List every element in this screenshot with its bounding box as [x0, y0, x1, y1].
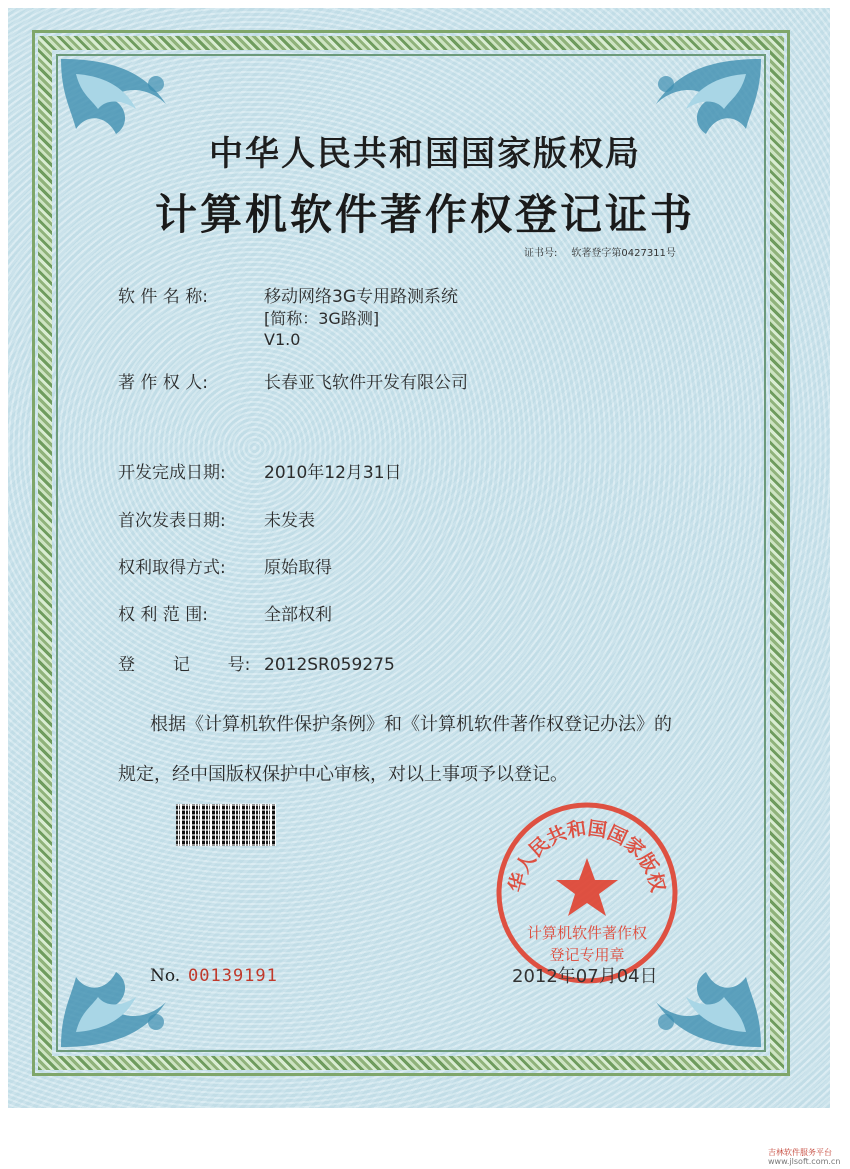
issuing-authority: 中华人民共和国国家版权局 [209, 134, 641, 174]
seal-ring-text: 华人民共和国国家版权 [505, 817, 669, 895]
seal-star-icon [556, 858, 618, 916]
field-acquisition [118, 553, 332, 578]
field-value: 2010年12月31日 [264, 463, 402, 483]
statement-line-1: 根据《计算机软件保护条例》和《计算机软件著作权登记办法》的 [150, 714, 672, 735]
field-copyright-owner [118, 368, 468, 393]
serial-number-label: No. [150, 966, 181, 986]
field-registration-no [118, 650, 395, 675]
serial-number-value: 00139191 [188, 966, 278, 986]
software-short-name: [简称：3G路测] [264, 309, 380, 328]
field-label: 权利取得方式: [118, 558, 226, 578]
watermark-line-1: 吉林软件服务平台 [768, 1148, 832, 1157]
field-first-publication [118, 506, 315, 531]
corner-ornament-bottom-left [56, 932, 206, 1052]
certificate-number-value: 软著登字第0427311号 [571, 248, 676, 259]
field-value: 全部权利 [264, 605, 332, 625]
field-software-name [118, 282, 458, 307]
software-version: V1.0 [264, 330, 301, 349]
field-label: 权 利 范 围: [118, 605, 208, 625]
field-value: 长春亚飞软件开发有限公司 [264, 373, 468, 393]
field-label: 首次发表日期: [118, 511, 226, 531]
official-seal [494, 800, 680, 986]
field-label: 登 记 号: [118, 655, 251, 675]
seal-line-1: 计算机软件著作权 [526, 924, 648, 942]
field-value: 2012SR059275 [264, 655, 395, 675]
field-value: 未发表 [264, 511, 315, 531]
field-scope [118, 600, 332, 625]
field-value: 原始取得 [264, 558, 332, 578]
certificate-number-label: 证书号: [524, 248, 558, 259]
watermark-line-2: www.jlsoft.com.cn [768, 1157, 841, 1166]
certificate-number [524, 244, 690, 259]
watermark [768, 1148, 840, 1166]
certificate-title: 计算机软件著作权登记证书 [154, 190, 695, 239]
issue-date: 2012年07月04日 [512, 966, 658, 987]
field-label: 著 作 权 人: [118, 373, 208, 393]
field-label: 软 件 名 称: [118, 287, 208, 307]
field-completion-date [118, 458, 402, 483]
field-value: 移动网络3G专用路测系统 [264, 287, 458, 307]
field-label: 开发完成日期: [118, 463, 226, 483]
barcode [176, 804, 276, 846]
statement-line-2: 规定，经中国版权保护中心审核，对以上事项予以登记。 [118, 764, 568, 785]
seal-line-2: 登记专用章 [549, 946, 625, 964]
